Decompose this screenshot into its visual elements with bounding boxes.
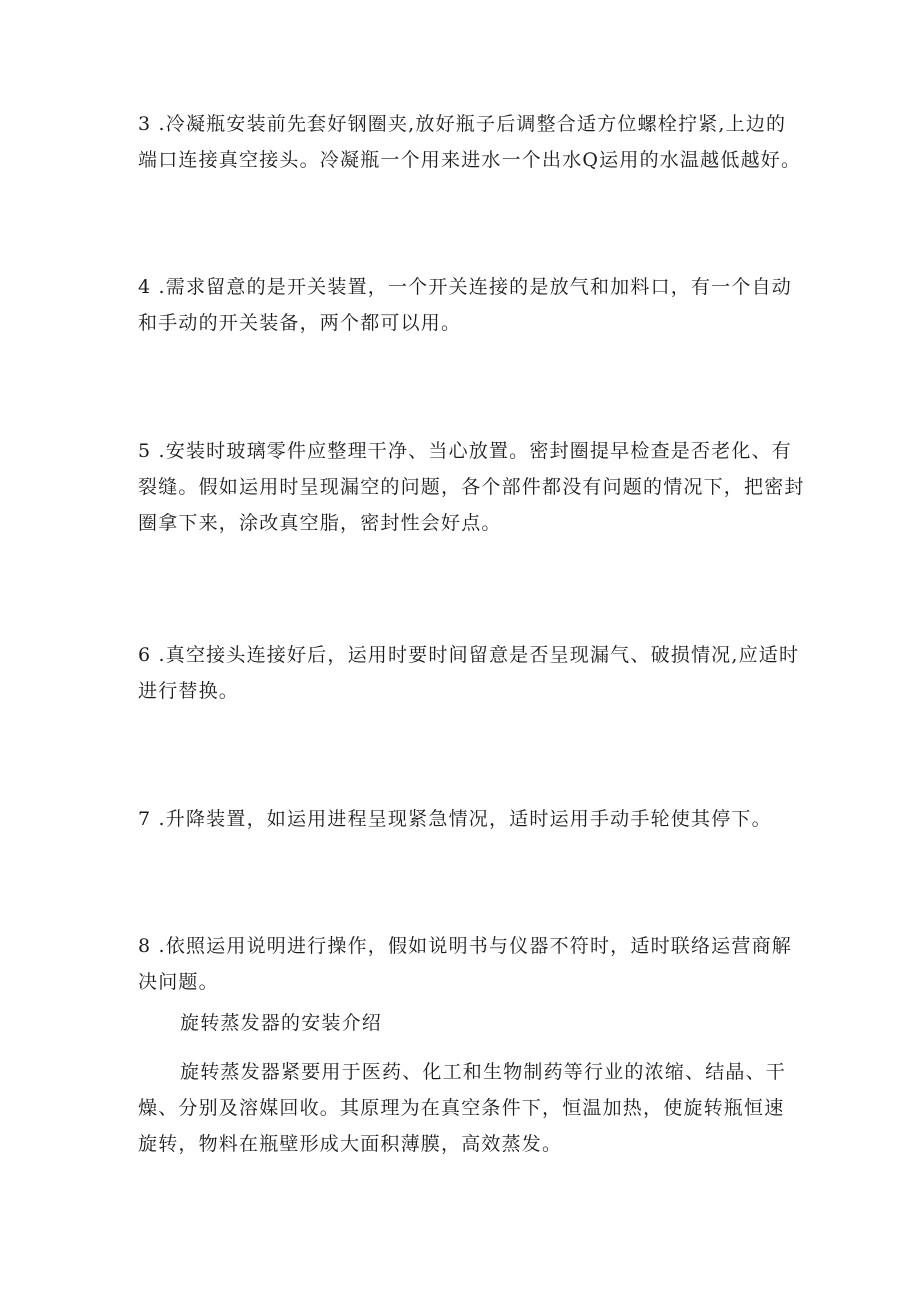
paragraph-line: 4 .需求留意的是开关装置，一个开关连接的是放气和加料口，有一个自动 (138, 276, 792, 298)
list-item-8 (138, 928, 808, 1000)
paragraph-line: 裂缝。假如运用时呈现漏空的问题，各个部件都没有问题的情况下，把密封 (138, 476, 805, 498)
paragraph-line: 6 .真空接头连接好后，运用时要时间留意是否呈现漏气、破损情况,应适时 (138, 644, 800, 666)
paragraph-line: 端口连接真空接头。冷凝瓶一个用来进水一个出水Q运用的水温越低越好。 (138, 149, 802, 171)
paragraph-line: 进行替换。 (138, 680, 240, 702)
paragraph-line: 旋转，物料在瓶壁形成大面积薄膜，高效蒸发。 (138, 1133, 563, 1155)
paragraph-line: 旋转蒸发器紧要用于医药、化工和生物制药等行业的浓缩、结晶、干 (180, 1061, 787, 1083)
paragraph-line: 8 .依照运用说明进行操作，假如说明书与仪器不符时，适时联络运营商解 (138, 935, 792, 957)
list-item-3 (138, 106, 808, 178)
paragraph-line: 燥、分别及溶媒回收。其原理为在真空条件下，恒温加热，使旋转瓶恒速 (138, 1097, 785, 1119)
paragraph-line: 7 .升降装置，如运用进程呈现紧急情况，适时运用手动手轮使其停下。 (138, 808, 772, 830)
list-item-5 (138, 433, 808, 541)
paragraph-line: 决问题。 (138, 971, 219, 993)
list-item-4 (138, 269, 808, 341)
list-item-7 (138, 801, 808, 837)
intro-paragraph (138, 1054, 808, 1162)
paragraph-line: 圈拿下来，涂改真空脂，密封性会好点。 (138, 512, 502, 534)
list-item-6 (138, 637, 808, 709)
section-title: 旋转蒸发器的安装介绍 (180, 1012, 383, 1034)
paragraph-line: 5 .安装时玻璃零件应整理干净、当心放置。密封圈提早检查是否老化、有 (138, 440, 792, 462)
paragraph-line: 3 .冷凝瓶安装前先套好钢圈夹,放好瓶子后调整合适方位螺栓拧紧,上边的 (138, 113, 787, 135)
paragraph-line: 和手动的开关装备，两个都可以用。 (138, 312, 462, 334)
